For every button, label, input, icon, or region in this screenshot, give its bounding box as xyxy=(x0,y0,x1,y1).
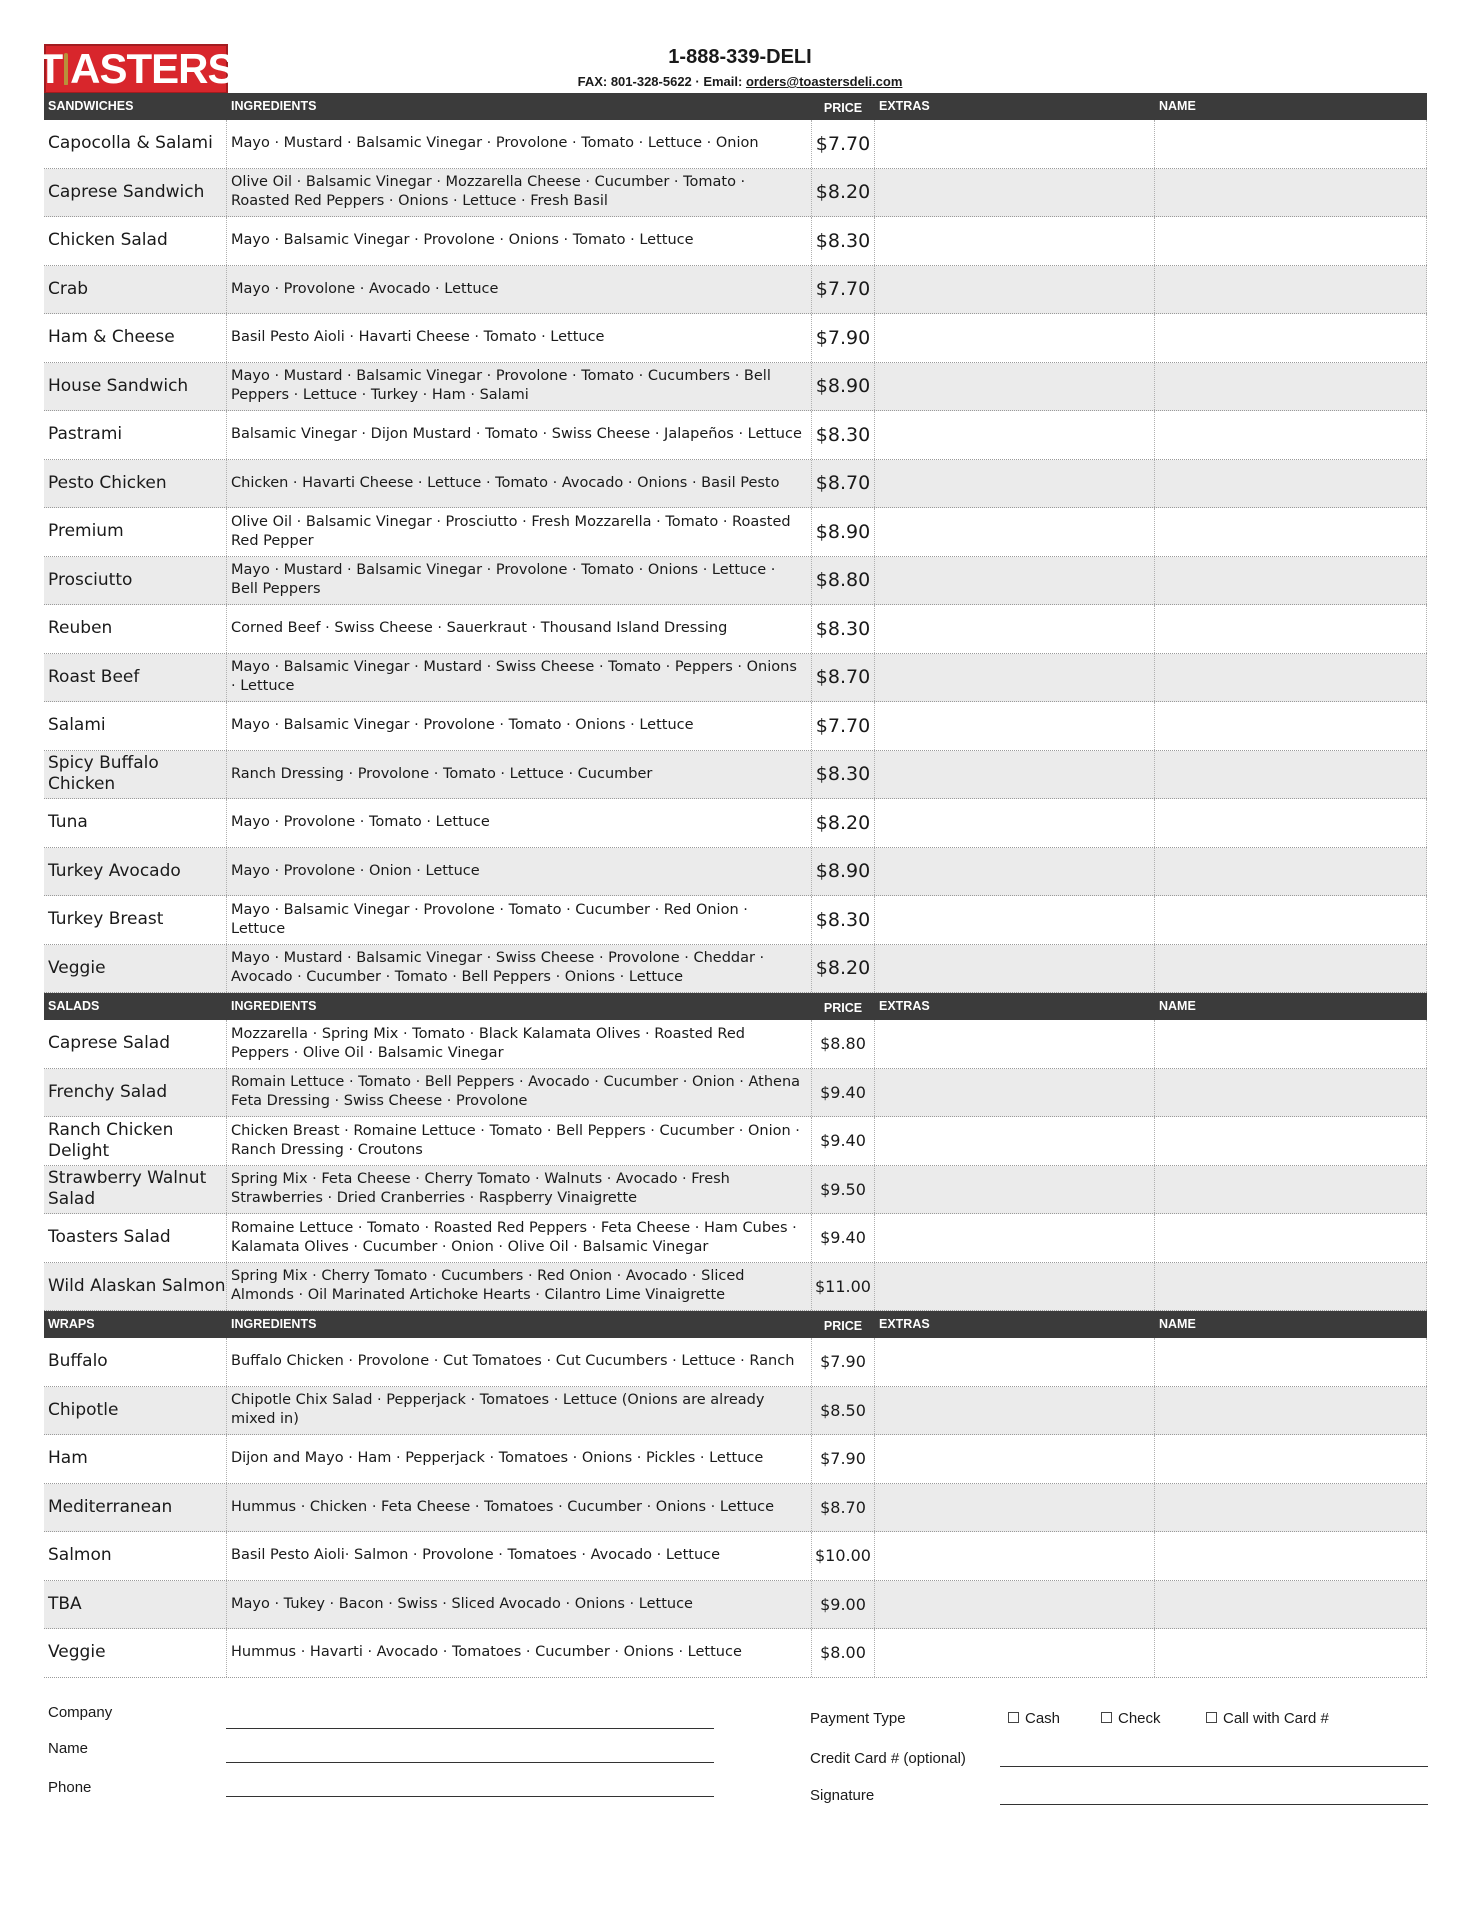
menu-item-row xyxy=(44,945,1427,994)
name-field[interactable] xyxy=(226,1762,714,1763)
name-field[interactable] xyxy=(1155,945,1427,993)
section-header xyxy=(44,993,1427,1020)
item-ingredients: Basil Pesto Aioli· Salmon · Provolone · Tomatoes · Avocado · Lettuce xyxy=(227,1532,812,1580)
extras-field[interactable] xyxy=(875,945,1155,993)
item-price: $7.90 xyxy=(812,314,875,362)
item-name: Frenchy Salad xyxy=(44,1069,227,1117)
item-name: Pastrami xyxy=(44,411,227,459)
extras-field[interactable] xyxy=(875,217,1155,265)
phone-number: 1-888-339-DELI xyxy=(668,46,812,68)
extras-field[interactable] xyxy=(875,1532,1155,1580)
extras-field[interactable] xyxy=(875,411,1155,459)
phone-label: Phone xyxy=(48,1779,92,1796)
item-price: $8.30 xyxy=(812,411,875,459)
menu-item-row xyxy=(44,266,1427,315)
cash-checkbox[interactable] xyxy=(1008,1712,1019,1723)
name-field[interactable] xyxy=(1155,217,1427,265)
menu-item-row xyxy=(44,1532,1427,1581)
item-ingredients: Spring Mix · Cherry Tomato · Cucumbers · Red Onion · Avocado · Sliced Almonds · Oil Marinated Artichoke Hearts · Cilantro Lime Vinaigrette xyxy=(227,1263,812,1311)
check-option[interactable] xyxy=(1101,1710,1161,1727)
name-field[interactable] xyxy=(1155,169,1427,217)
item-name: Capocolla & Salami xyxy=(44,120,227,168)
extras-field[interactable] xyxy=(875,460,1155,508)
item-price: $10.00 xyxy=(812,1532,875,1580)
extras-field[interactable] xyxy=(875,896,1155,944)
item-name: Pesto Chicken xyxy=(44,460,227,508)
toasters-logo xyxy=(37,44,235,94)
menu-item-row xyxy=(44,1263,1427,1312)
name-field[interactable] xyxy=(1155,314,1427,362)
item-name: House Sandwich xyxy=(44,363,227,411)
menu-item-row xyxy=(44,702,1427,751)
name-field[interactable] xyxy=(1155,799,1427,847)
item-ingredients: Corned Beef · Swiss Cheese · Sauerkraut · Thousand Island Dressing xyxy=(227,605,812,653)
name-field[interactable] xyxy=(1155,1263,1427,1311)
name-field[interactable] xyxy=(1155,702,1427,750)
name-field[interactable] xyxy=(1155,1532,1427,1580)
name-field[interactable] xyxy=(1155,1117,1427,1165)
item-price: $9.50 xyxy=(812,1166,875,1214)
item-ingredients: Mozzarella · Spring Mix · Tomato · Black Kalamata Olives · Roasted Red Peppers · Olive Oil · Balsamic Vinegar xyxy=(227,1020,812,1068)
menu-item-row xyxy=(44,896,1427,945)
extras-field[interactable] xyxy=(875,1629,1155,1677)
name-field[interactable] xyxy=(1155,896,1427,944)
item-price: $8.70 xyxy=(812,460,875,508)
item-name: Tuna xyxy=(44,799,227,847)
item-price: $8.30 xyxy=(812,896,875,944)
extras-field[interactable] xyxy=(875,1338,1155,1386)
item-name: Toasters Salad xyxy=(44,1214,227,1262)
menu-item-row xyxy=(44,1020,1427,1069)
item-price: $8.30 xyxy=(812,217,875,265)
item-name: Chipotle xyxy=(44,1387,227,1435)
item-price: $8.70 xyxy=(812,1484,875,1532)
extras-field[interactable] xyxy=(875,557,1155,605)
item-ingredients: Balsamic Vinegar · Dijon Mustard · Tomato · Swiss Cheese · Jalapeños · Lettuce xyxy=(227,411,812,459)
item-name: Ham xyxy=(44,1435,227,1483)
name-field[interactable] xyxy=(1155,1338,1427,1386)
item-name: Buffalo xyxy=(44,1338,227,1386)
name-field[interactable] xyxy=(1155,1020,1427,1068)
company-label: Company xyxy=(48,1704,113,1721)
name-field[interactable] xyxy=(1155,460,1427,508)
price-header: PRICE xyxy=(812,993,875,1015)
fax-email-line xyxy=(480,74,1000,89)
section-title: SALADS xyxy=(44,993,227,1013)
extras-field[interactable] xyxy=(875,751,1155,799)
item-price: $9.00 xyxy=(812,1581,875,1629)
item-ingredients: Chicken Breast · Romaine Lettuce · Tomato · Bell Peppers · Cucumber · Onion · Ranch Dressing · Croutons xyxy=(227,1117,812,1165)
order-form-table xyxy=(44,93,1427,1678)
name-field[interactable] xyxy=(1155,411,1427,459)
item-name: Roast Beef xyxy=(44,654,227,702)
item-price: $8.50 xyxy=(812,1387,875,1435)
check-checkbox[interactable] xyxy=(1101,1712,1112,1723)
item-price: $8.90 xyxy=(812,848,875,896)
extras-field[interactable] xyxy=(875,702,1155,750)
item-price: $7.70 xyxy=(812,120,875,168)
name-field[interactable] xyxy=(1155,751,1427,799)
extras-field[interactable] xyxy=(875,508,1155,556)
credit-card-field[interactable] xyxy=(1000,1766,1428,1767)
email-link[interactable]: orders@toastersdeli.com xyxy=(745,74,903,89)
name-field[interactable] xyxy=(1155,557,1427,605)
item-ingredients: Mayo · Mustard · Balsamic Vinegar · Provolone · Tomato · Cucumbers · Bell Peppers · Lettuce · Turkey · Ham · Salami xyxy=(227,363,812,411)
name-field[interactable] xyxy=(1155,654,1427,702)
menu-item-row xyxy=(44,1338,1427,1387)
extras-field[interactable] xyxy=(875,1117,1155,1165)
name-field[interactable] xyxy=(1155,363,1427,411)
item-price: $8.30 xyxy=(812,751,875,799)
menu-item-row xyxy=(44,363,1427,412)
extras-field[interactable] xyxy=(875,1581,1155,1629)
name-field[interactable] xyxy=(1155,1069,1427,1117)
section-title: SANDWICHES xyxy=(44,93,227,113)
item-name: Ranch Chicken Delight xyxy=(44,1117,227,1165)
item-name: Chicken Salad xyxy=(44,217,227,265)
menu-item-row xyxy=(44,314,1427,363)
menu-item-row xyxy=(44,848,1427,897)
menu-item-row xyxy=(44,1166,1427,1215)
menu-item-row xyxy=(44,605,1427,654)
extras-field[interactable] xyxy=(875,1214,1155,1262)
item-name: Prosciutto xyxy=(44,557,227,605)
item-name: Ham & Cheese xyxy=(44,314,227,362)
menu-item-row xyxy=(44,1435,1427,1484)
item-price: $7.70 xyxy=(812,702,875,750)
ingredients-header: INGREDIENTS xyxy=(227,1311,812,1331)
call-with-card-option[interactable] xyxy=(1206,1710,1329,1727)
name-field[interactable] xyxy=(1155,120,1427,168)
menu-item-row xyxy=(44,1629,1427,1678)
item-price: $7.70 xyxy=(812,266,875,314)
extras-field[interactable] xyxy=(875,1484,1155,1532)
item-ingredients: Olive Oil · Balsamic Vinegar · Mozzarella Cheese · Cucumber · Tomato · Roasted Red Peppers · Onions · Lettuce · Fresh Basil xyxy=(227,169,812,217)
name-label: Name xyxy=(48,1740,89,1757)
name-field[interactable] xyxy=(1155,1581,1427,1629)
price-header: PRICE xyxy=(812,1311,875,1333)
menu-item-row xyxy=(44,1214,1427,1263)
extras-header: EXTRAS xyxy=(875,93,1155,113)
call-with-card-label: Call with Card # xyxy=(1223,1710,1329,1727)
item-name: Turkey Avocado xyxy=(44,848,227,896)
item-price: $9.40 xyxy=(812,1069,875,1117)
name-field[interactable] xyxy=(1155,605,1427,653)
name-header: NAME xyxy=(1155,1311,1427,1331)
item-ingredients: Mayo · Provolone · Tomato · Lettuce xyxy=(227,799,812,847)
payment-type-label: Payment Type xyxy=(810,1710,906,1727)
menu-item-row xyxy=(44,1387,1427,1436)
item-name: Turkey Breast xyxy=(44,896,227,944)
item-name: Crab xyxy=(44,266,227,314)
ingredients-header: INGREDIENTS xyxy=(227,993,812,1013)
item-price: $8.20 xyxy=(812,169,875,217)
menu-item-row xyxy=(44,1117,1427,1166)
extras-field[interactable] xyxy=(875,314,1155,362)
fax-text: FAX: 801-328-5622 · Email: xyxy=(577,74,746,89)
menu-item-row xyxy=(44,508,1427,557)
extras-field[interactable] xyxy=(875,1069,1155,1117)
item-price: $8.80 xyxy=(812,557,875,605)
section-title: WRAPS xyxy=(44,1311,227,1331)
item-price: $8.70 xyxy=(812,654,875,702)
menu-item-row xyxy=(44,120,1427,169)
extras-field[interactable] xyxy=(875,605,1155,653)
price-header: PRICE xyxy=(812,93,875,115)
item-name: Caprese Sandwich xyxy=(44,169,227,217)
extras-field[interactable] xyxy=(875,363,1155,411)
ingredients-header: INGREDIENTS xyxy=(227,93,812,113)
item-price: $11.00 xyxy=(812,1263,875,1311)
item-name: Mediterranean xyxy=(44,1484,227,1532)
name-field[interactable] xyxy=(1155,508,1427,556)
menu-item-row xyxy=(44,751,1427,800)
toast-icon xyxy=(64,53,68,85)
item-price: $7.90 xyxy=(812,1435,875,1483)
menu-item-row xyxy=(44,799,1427,848)
extras-field[interactable] xyxy=(875,848,1155,896)
name-field[interactable] xyxy=(1155,1484,1427,1532)
menu-item-row xyxy=(44,557,1427,606)
item-price: $8.00 xyxy=(812,1629,875,1677)
extras-header: EXTRAS xyxy=(875,1311,1155,1331)
extras-field[interactable] xyxy=(875,654,1155,702)
item-ingredients: Mayo · Mustard · Balsamic Vinegar · Swiss Cheese · Provolone · Cheddar · Avocado · Cucumber · Tomato · Bell Peppers · Onions · Lettuce xyxy=(227,945,812,993)
item-name: TBA xyxy=(44,1581,227,1629)
cash-label: Cash xyxy=(1025,1710,1061,1727)
extras-field[interactable] xyxy=(875,799,1155,847)
item-ingredients: Hummus · Havarti · Avocado · Tomatoes · Cucumber · Onions · Lettuce xyxy=(227,1629,812,1677)
menu-item-row xyxy=(44,217,1427,266)
item-name: Veggie xyxy=(44,945,227,993)
extras-field[interactable] xyxy=(875,1166,1155,1214)
logo-letters-asters: ASTERS xyxy=(70,45,235,92)
extras-field[interactable] xyxy=(875,1387,1155,1435)
item-price: $8.30 xyxy=(812,605,875,653)
item-ingredients: Dijon and Mayo · Ham · Pepperjack · Tomatoes · Onions · Pickles · Lettuce xyxy=(227,1435,812,1483)
menu-item-row xyxy=(44,1484,1427,1533)
name-field[interactable] xyxy=(1155,1629,1427,1677)
name-field[interactable] xyxy=(1155,1166,1427,1214)
company-field[interactable] xyxy=(226,1728,714,1729)
item-ingredients: Mayo · Tukey · Bacon · Swiss · Sliced Avocado · Onions · Lettuce xyxy=(227,1581,812,1629)
menu-item-row xyxy=(44,169,1427,218)
signature-field[interactable] xyxy=(1000,1804,1428,1805)
item-price: $7.90 xyxy=(812,1338,875,1386)
menu-item-row xyxy=(44,1581,1427,1630)
name-header: NAME xyxy=(1155,993,1427,1013)
extras-field[interactable] xyxy=(875,266,1155,314)
extras-header: EXTRAS xyxy=(875,993,1155,1013)
item-ingredients: Romain Lettuce · Tomato · Bell Peppers · Avocado · Cucumber · Onion · Athena Feta Dressing · Swiss Cheese · Provolone xyxy=(227,1069,812,1117)
section-header xyxy=(44,1311,1427,1338)
menu-item-row xyxy=(44,460,1427,509)
item-name: Salmon xyxy=(44,1532,227,1580)
section-header xyxy=(44,93,1427,120)
logo-letter-t: T xyxy=(37,45,63,92)
credit-card-label: Credit Card # (optional) xyxy=(810,1750,966,1767)
item-name: Veggie xyxy=(44,1629,227,1677)
item-ingredients: Ranch Dressing · Provolone · Tomato · Lettuce · Cucumber xyxy=(227,751,812,799)
name-field[interactable] xyxy=(1155,1387,1427,1435)
name-field[interactable] xyxy=(1155,848,1427,896)
cash-option[interactable] xyxy=(1008,1710,1060,1727)
item-ingredients: Mayo · Provolone · Onion · Lettuce xyxy=(227,848,812,896)
extras-field[interactable] xyxy=(875,169,1155,217)
extras-field[interactable] xyxy=(875,1020,1155,1068)
phone-field[interactable] xyxy=(226,1796,714,1797)
item-price: $9.40 xyxy=(812,1214,875,1262)
item-ingredients: Basil Pesto Aioli · Havarti Cheese · Tomato · Lettuce xyxy=(227,314,812,362)
item-ingredients: Chipotle Chix Salad · Pepperjack · Tomatoes · Lettuce (Onions are already mixed in) xyxy=(227,1387,812,1435)
item-name: Salami xyxy=(44,702,227,750)
item-name: Spicy Buffalo Chicken xyxy=(44,751,227,799)
menu-item-row xyxy=(44,654,1427,703)
item-ingredients: Chicken · Havarti Cheese · Lettuce · Tomato · Avocado · Onions · Basil Pesto xyxy=(227,460,812,508)
signature-label: Signature xyxy=(810,1787,875,1804)
item-ingredients: Mayo · Balsamic Vinegar · Provolone · Tomato · Onions · Lettuce xyxy=(227,702,812,750)
call-with-card-checkbox[interactable] xyxy=(1206,1712,1217,1723)
menu-item-row xyxy=(44,1069,1427,1118)
extras-field[interactable] xyxy=(875,120,1155,168)
item-name: Premium xyxy=(44,508,227,556)
item-name: Wild Alaskan Salmon xyxy=(44,1263,227,1311)
item-ingredients: Olive Oil · Balsamic Vinegar · Prosciutto · Fresh Mozzarella · Tomato · Roasted Red Pepper xyxy=(227,508,812,556)
item-ingredients: Mayo · Provolone · Avocado · Lettuce xyxy=(227,266,812,314)
order-form-footer xyxy=(48,1700,1428,1820)
name-field[interactable] xyxy=(1155,1214,1427,1262)
name-field[interactable] xyxy=(1155,1435,1427,1483)
item-ingredients: Buffalo Chicken · Provolone · Cut Tomatoes · Cut Cucumbers · Lettuce · Ranch xyxy=(227,1338,812,1386)
item-price: $8.80 xyxy=(812,1020,875,1068)
item-name: Caprese Salad xyxy=(44,1020,227,1068)
item-price: $9.40 xyxy=(812,1117,875,1165)
item-ingredients: Mayo · Mustard · Balsamic Vinegar · Provolone · Tomato · Lettuce · Onion xyxy=(227,120,812,168)
item-name: Reuben xyxy=(44,605,227,653)
menu-item-row xyxy=(44,411,1427,460)
item-ingredients: Spring Mix · Feta Cheese · Cherry Tomato · Walnuts · Avocado · Fresh Strawberries · Dried Cranberries · Raspberry Vinaigrette xyxy=(227,1166,812,1214)
item-ingredients: Hummus · Chicken · Feta Cheese · Tomatoes · Cucumber · Onions · Lettuce xyxy=(227,1484,812,1532)
name-field[interactable] xyxy=(1155,266,1427,314)
item-price: $8.90 xyxy=(812,363,875,411)
item-ingredients: Romaine Lettuce · Tomato · Roasted Red Peppers · Feta Cheese · Ham Cubes · Kalamata Olives · Cucumber · Onion · Olive Oil · Balsamic Vinegar xyxy=(227,1214,812,1262)
item-price: $8.20 xyxy=(812,945,875,993)
extras-field[interactable] xyxy=(875,1435,1155,1483)
item-name: Strawberry Walnut Salad xyxy=(44,1166,227,1214)
item-price: $8.20 xyxy=(812,799,875,847)
item-ingredients: Mayo · Balsamic Vinegar · Mustard · Swiss Cheese · Tomato · Peppers · Onions · Lettuce xyxy=(227,654,812,702)
extras-field[interactable] xyxy=(875,1263,1155,1311)
item-ingredients: Mayo · Balsamic Vinegar · Provolone · Onions · Tomato · Lettuce xyxy=(227,217,812,265)
check-label: Check xyxy=(1118,1710,1161,1727)
name-header: NAME xyxy=(1155,93,1427,113)
item-price: $8.90 xyxy=(812,508,875,556)
item-ingredients: Mayo · Mustard · Balsamic Vinegar · Provolone · Tomato · Onions · Lettuce · Bell Peppers xyxy=(227,557,812,605)
item-ingredients: Mayo · Balsamic Vinegar · Provolone · Tomato · Cucumber · Red Onion · Lettuce xyxy=(227,896,812,944)
